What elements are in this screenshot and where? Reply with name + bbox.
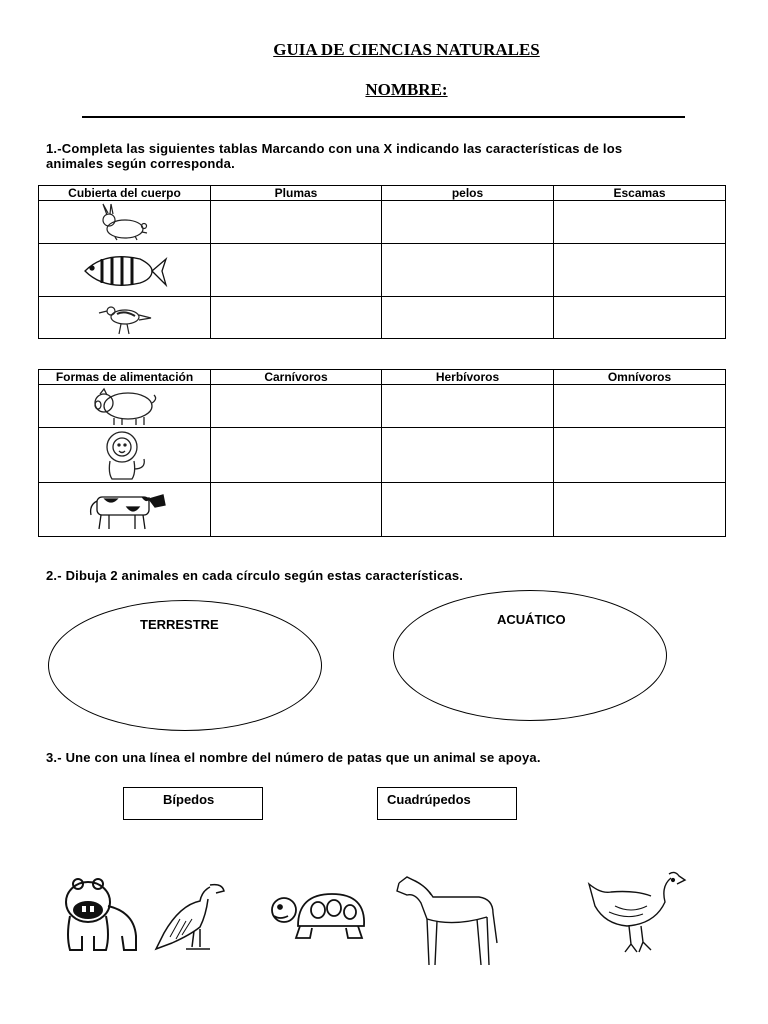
- rabbit-icon: [95, 202, 155, 242]
- table1-cell[interactable]: [554, 244, 726, 297]
- table1-cell[interactable]: [211, 297, 382, 339]
- body-cover-table: [38, 185, 726, 339]
- table2-animal-cell: [39, 385, 211, 428]
- bipeds-box[interactable]: [123, 787, 263, 820]
- table2-cell[interactable]: [211, 385, 382, 428]
- table2-cell[interactable]: [382, 428, 554, 483]
- quadrupeds-label: Cuadrúpedos: [387, 792, 471, 807]
- table1-cell[interactable]: [554, 201, 726, 244]
- table1-cell[interactable]: [382, 201, 554, 244]
- table1-header-feathers: Plumas: [211, 186, 382, 201]
- table2-header-feeding: Formas de alimentación: [39, 370, 211, 385]
- table1-cell[interactable]: [382, 244, 554, 297]
- table2-cell[interactable]: [211, 483, 382, 537]
- table1-cell[interactable]: [211, 201, 382, 244]
- table1-header-scales: Escamas: [554, 186, 726, 201]
- fish-icon: [80, 247, 170, 293]
- table1-cell[interactable]: [554, 297, 726, 339]
- terrestrial-label: TERRESTRE: [140, 617, 219, 632]
- question-2-text: 2.- Dibuja 2 animales en cada círculo según estas características.: [46, 568, 464, 583]
- turtle-icon[interactable]: [266, 888, 368, 944]
- aquatic-circle[interactable]: [393, 590, 667, 721]
- table2-header-carnivores: Carnívoros: [211, 370, 382, 385]
- table2-header-herbivores: Herbívoros: [382, 370, 554, 385]
- table2-cell[interactable]: [554, 385, 726, 428]
- table2-header-omnivores: Omnívoros: [554, 370, 726, 385]
- table1-animal-cell: [39, 201, 211, 244]
- bird-icon: [95, 300, 155, 336]
- name-label: NOMBRE:: [365, 80, 448, 99]
- table2-animal-cell: [39, 428, 211, 483]
- table1-header-hair: pelos: [382, 186, 554, 201]
- table1-header-cover: Cubierta del cuerpo: [39, 186, 211, 201]
- bipeds-label: Bípedos: [163, 792, 215, 807]
- name-line: [82, 116, 685, 118]
- feeding-table: [38, 369, 726, 537]
- lion-icon: [98, 429, 152, 481]
- hen-icon[interactable]: [585, 866, 691, 958]
- page-title: GUIA DE CIENCIAS NATURALES: [273, 40, 540, 59]
- horse-icon[interactable]: [393, 873, 503, 969]
- quadrupeds-box[interactable]: [377, 787, 517, 820]
- table2-cell[interactable]: [382, 483, 554, 537]
- table2-animal-cell: [39, 483, 211, 537]
- table1-cell[interactable]: [211, 244, 382, 297]
- table1-animal-cell: [39, 297, 211, 339]
- question-1-line-1: 1.-Completa las siguientes tablas Marcando con una X indicando las características de los: [46, 141, 623, 156]
- table1-animal-cell: [39, 244, 211, 297]
- question-3-text: 3.- Une con una línea el nombre del número de patas que un animal se apoya.: [46, 750, 541, 765]
- pig-icon: [92, 385, 158, 427]
- question-1-line-2: animales según corresponda.: [46, 156, 235, 171]
- table2-cell[interactable]: [211, 428, 382, 483]
- table2-cell[interactable]: [382, 385, 554, 428]
- table2-cell[interactable]: [554, 483, 726, 537]
- hippo-icon[interactable]: [58, 876, 144, 954]
- table2-cell[interactable]: [554, 428, 726, 483]
- aquatic-label: ACUÁTICO: [497, 612, 566, 627]
- vulture-icon[interactable]: [150, 879, 232, 953]
- cow-icon: [83, 489, 167, 531]
- table1-cell[interactable]: [382, 297, 554, 339]
